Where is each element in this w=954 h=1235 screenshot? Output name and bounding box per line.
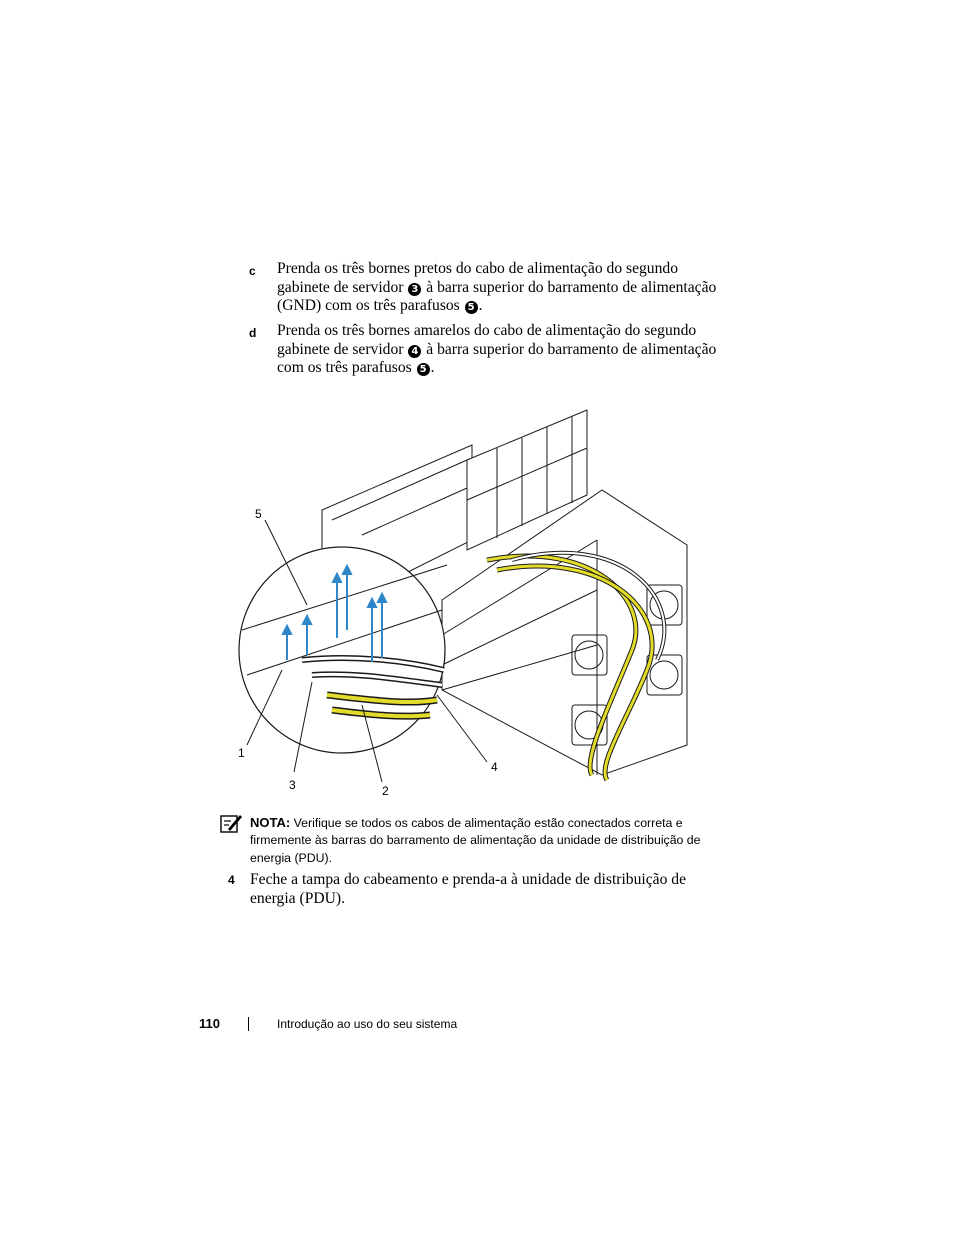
footer-section-title: Introdução ao uso do seu sistema bbox=[277, 1017, 458, 1031]
step-d-text-after: . bbox=[430, 359, 435, 377]
step-4-text: Feche a tampa do cabeamento e prenda-a à unidade de distribuição de energia (PDU). bbox=[250, 871, 686, 907]
step-c-text-middle: à barra superior do barramento de alimentação (GND) com os três parafusos bbox=[277, 278, 717, 315]
figure-callout-2: 2 bbox=[382, 784, 389, 798]
callout-ref-4: 4 bbox=[408, 345, 421, 358]
page-number: 110 bbox=[199, 1016, 220, 1031]
note-pencil-icon bbox=[220, 812, 242, 834]
step-c-text-after: . bbox=[478, 297, 483, 315]
figure-callout-3: 3 bbox=[289, 778, 296, 792]
figure-callout-1: 1 bbox=[238, 746, 245, 760]
figure-callout-4: 4 bbox=[491, 760, 498, 774]
step-d-letter: d bbox=[249, 326, 257, 340]
step-c-text-before: Prenda os três bornes pretos do cabo de alimentação do segundo gabinete de servidor bbox=[277, 260, 678, 296]
figure-callout-5: 5 bbox=[255, 507, 262, 521]
callout-ref-3: 3 bbox=[408, 283, 421, 296]
step-4-number: 4 bbox=[228, 873, 235, 887]
callout-ref-5: 5 bbox=[417, 363, 430, 376]
footer-separator bbox=[248, 1017, 249, 1031]
note-block bbox=[250, 814, 720, 867]
step-d-text bbox=[277, 322, 727, 378]
callout-ref-5: 5 bbox=[465, 301, 478, 314]
note-text: Verifique se todos os cabos de alimentação estão conectados correta e firmemente às barras do barramento de alimentação da unidade de distribuição de energia (PDU). bbox=[250, 816, 701, 865]
note-label: NOTA: bbox=[250, 815, 291, 830]
step-c-letter: c bbox=[249, 264, 256, 278]
step-d-text-before: Prenda os três bornes amarelos do cabo de alimentação do segundo gabinete de servidor bbox=[277, 322, 697, 358]
step-d-text-middle: à barra superior do barramento de alimentação com os três parafusos bbox=[277, 340, 717, 377]
detail-magnifier bbox=[239, 547, 447, 753]
power-bus-bar-figure bbox=[232, 400, 702, 800]
step-c-text bbox=[277, 260, 727, 316]
